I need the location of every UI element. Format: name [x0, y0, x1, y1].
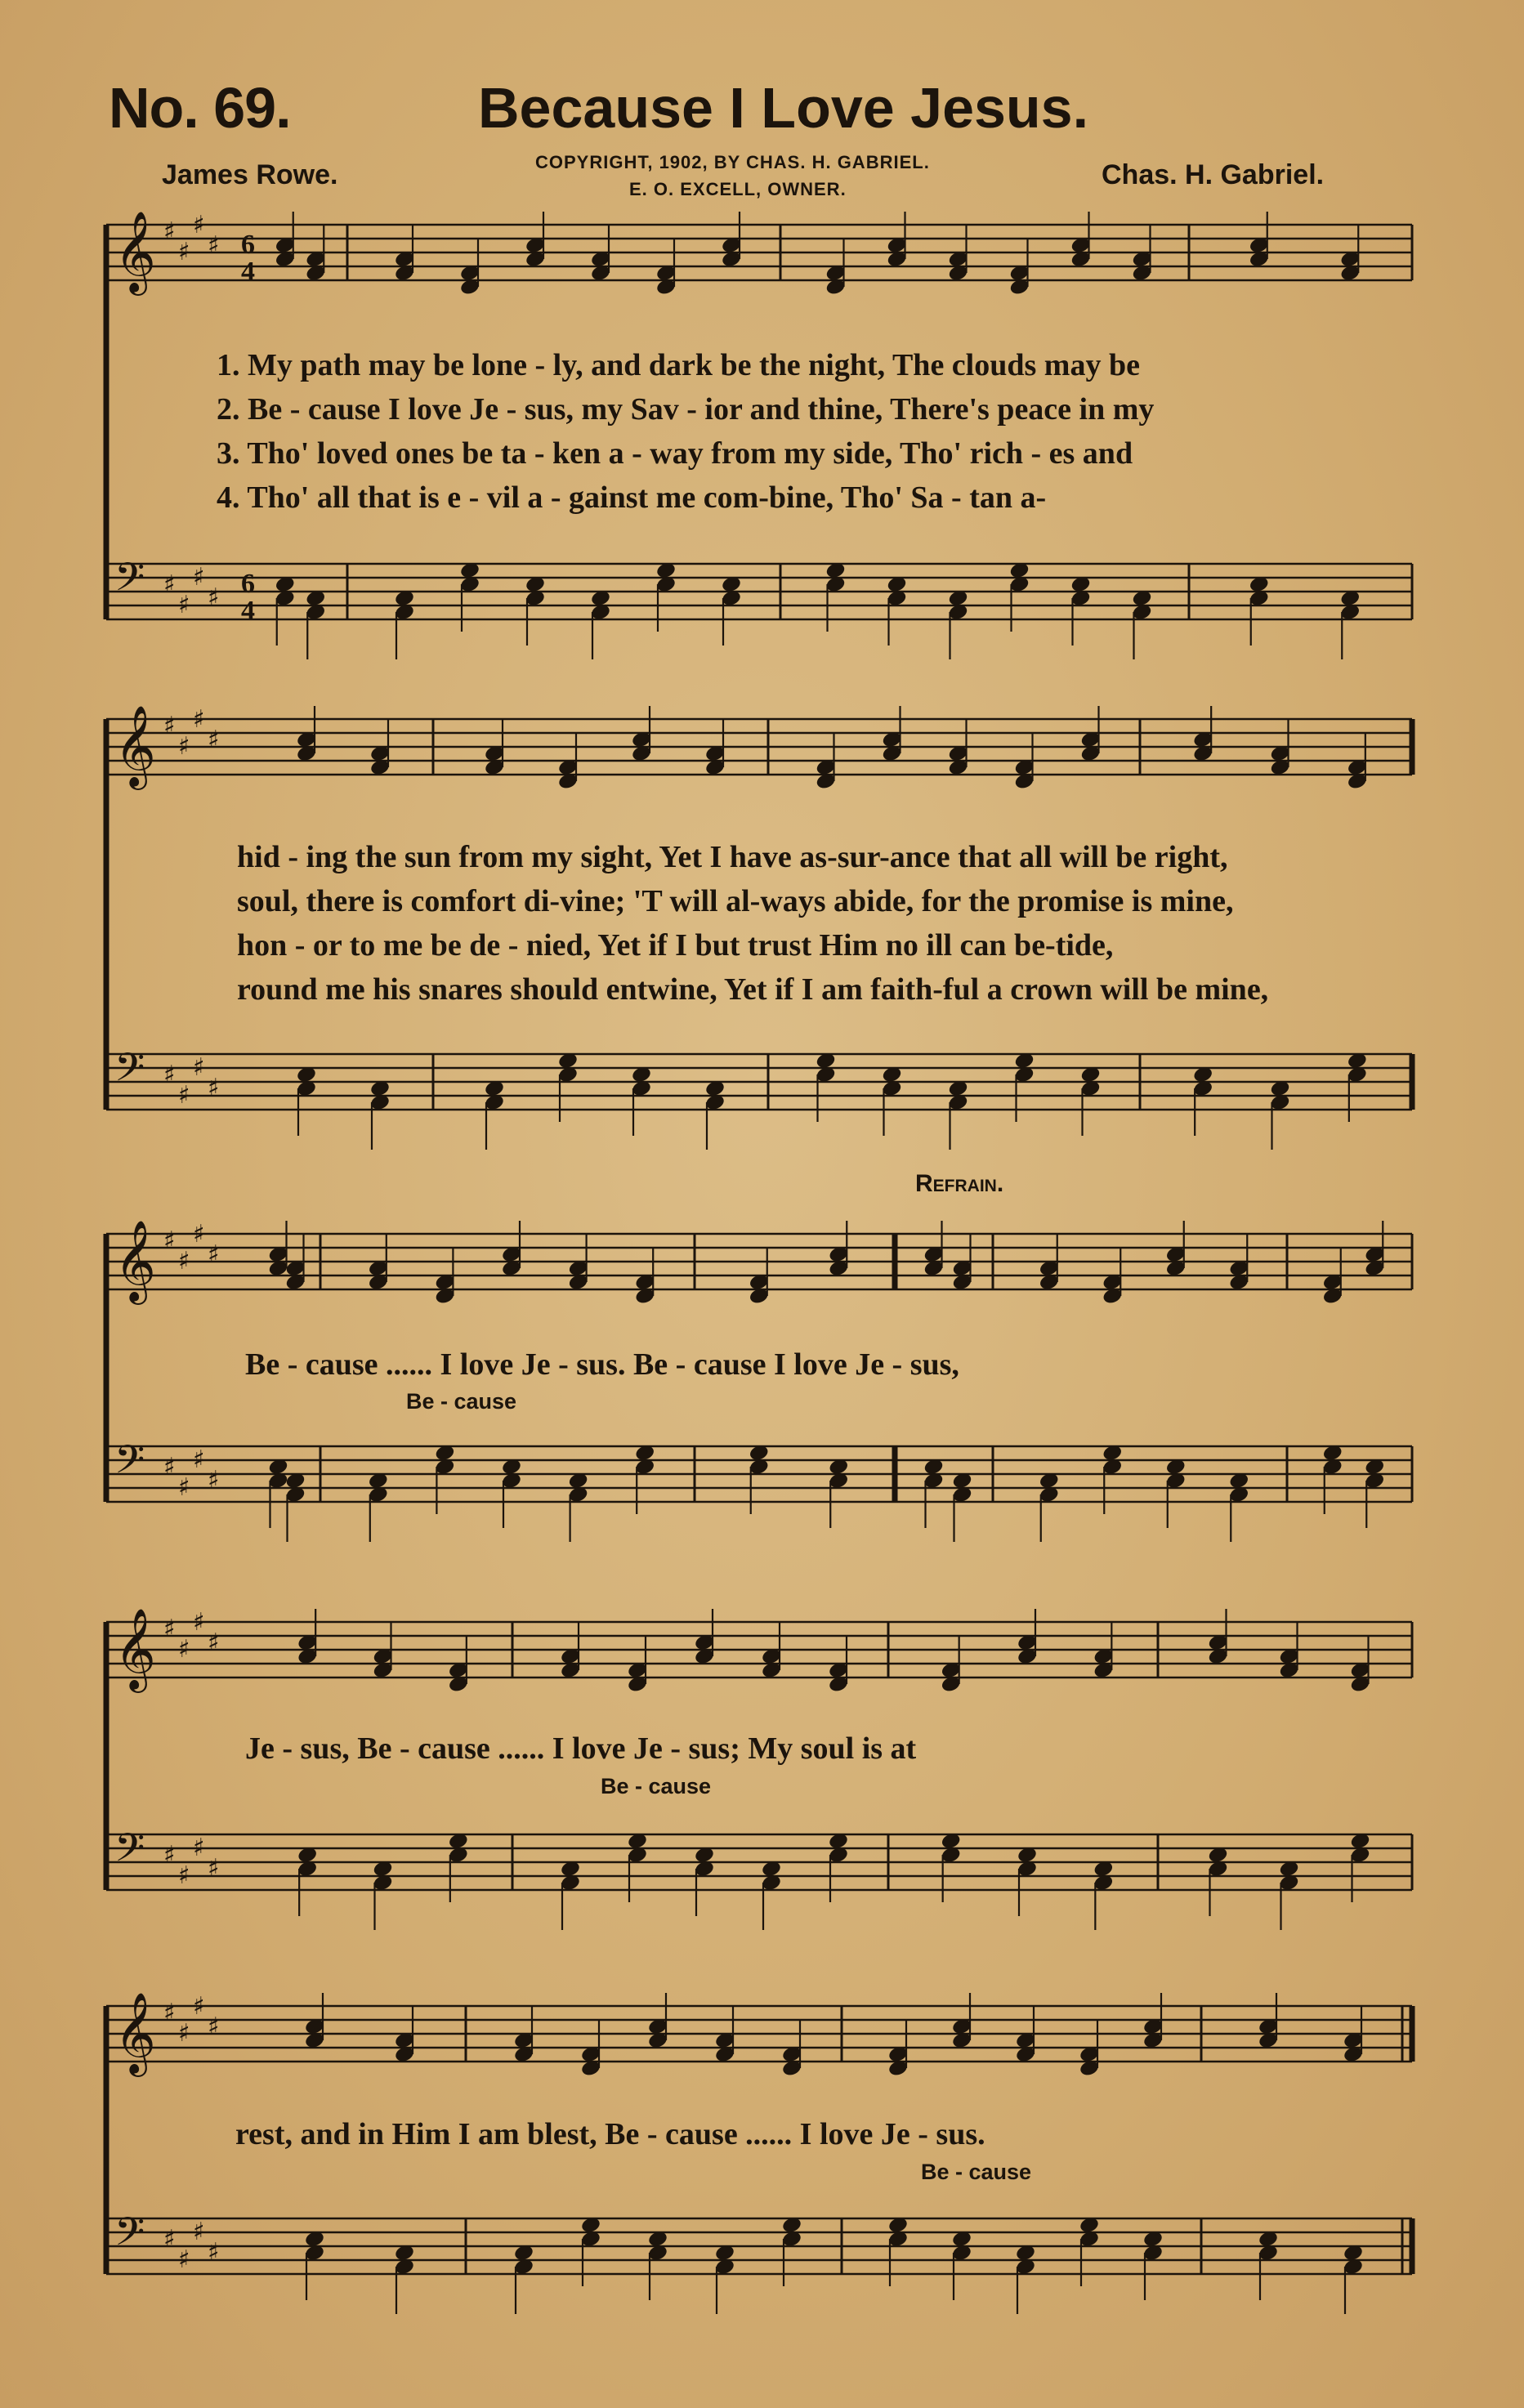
sharp-icon: ♯ [163, 1061, 176, 1089]
sharp-icon: ♯ [163, 1226, 176, 1255]
bass-clef-icon: 𝄢 [114, 554, 145, 610]
sharp-icon: ♯ [178, 1081, 190, 1110]
treble-clef-icon: 𝄞 [114, 1220, 156, 1302]
sharp-icon: ♯ [163, 570, 176, 599]
verse-1-line-1: 1. My path may be lone - ly, and dark be the night, The clouds may be [217, 348, 1140, 382]
copyright-line: COPYRIGHT, 1902, BY CHAS. H. GABRIEL. [535, 152, 930, 172]
sharp-icon: ♯ [163, 1999, 176, 2027]
sharp-icon: ♯ [178, 1635, 190, 1664]
bass-clef-icon: 𝄢 [114, 1436, 145, 1492]
treble-clef-icon: 𝄞 [114, 1992, 156, 2074]
copyright-owner: E. O. EXCELL, OWNER. [629, 179, 847, 199]
sharp-icon: ♯ [178, 238, 190, 266]
verse-2-line-1: 2. Be - cause I love Je - sus, my Sav - ior and thine, There's peace in my [217, 392, 1155, 427]
sharp-icon: ♯ [178, 591, 190, 619]
sharp-icon: ♯ [163, 1841, 176, 1870]
hymn-title: Because I Love Jesus. [478, 76, 1089, 140]
sharp-icon: ♯ [208, 1854, 220, 1883]
verse-1-line-2: hid - ing the sun from my sight, Yet I have as-sur-ance that all will be right, [237, 840, 1228, 874]
sharp-icon: ♯ [178, 1247, 190, 1275]
time-signature-top: 6 [241, 569, 255, 599]
refrain-line-3: rest, and in Him I am blest, Be - cause ...... I love Je - sus. [235, 2117, 985, 2151]
sharp-icon: ♯ [208, 1628, 220, 1657]
sharp-icon: ♯ [208, 2238, 220, 2267]
time-signature-bottom: 4 [241, 257, 255, 287]
sharp-icon: ♯ [208, 583, 220, 612]
refrain-label: Refrain. [915, 1170, 1004, 1197]
bass-clef-icon: 𝄢 [114, 1044, 145, 1100]
author-credit: James Rowe. [162, 159, 338, 190]
sharp-icon: ♯ [193, 1834, 205, 1862]
sharp-icon: ♯ [208, 1074, 220, 1102]
sharp-icon: ♯ [193, 211, 205, 239]
bass-clef-icon: 𝄢 [114, 1825, 145, 1880]
sharp-icon: ♯ [193, 1608, 205, 1637]
sharp-icon: ♯ [163, 217, 176, 246]
sharp-icon: ♯ [193, 563, 205, 592]
treble-clef-icon: 𝄞 [114, 211, 156, 293]
sharp-icon: ♯ [163, 2225, 176, 2254]
verse-4-line-1: 4. Tho' all that is e - vil a - gainst me com-bine, Tho' Sa - tan a- [217, 480, 1047, 515]
sharp-icon: ♯ [193, 2218, 205, 2246]
verse-4-line-2: round me his snares should entwine, Yet if I am faith-ful a crown will be mine, [237, 972, 1269, 1007]
sharp-icon: ♯ [193, 1053, 205, 1082]
sharp-icon: ♯ [193, 1992, 205, 2021]
refrain-line-1: Be - cause ...... I love Je - sus. Be - cause I love Je - sus, [245, 1347, 959, 1382]
bass-clef-icon: 𝄢 [114, 2209, 145, 2264]
hymn-number: No. 69. [109, 76, 291, 140]
sharp-icon: ♯ [208, 231, 220, 260]
sharp-icon: ♯ [163, 712, 176, 740]
sharp-icon: ♯ [208, 2013, 220, 2041]
sharp-icon: ♯ [208, 1240, 220, 1269]
refrain-bass-cue-3: Be - cause [921, 2160, 1032, 2184]
treble-clef-icon: 𝄞 [114, 1608, 156, 1690]
verse-3-line-1: 3. Tho' loved ones be ta - ken a - way from my side, Tho' rich - es and [217, 436, 1133, 471]
sharp-icon: ♯ [193, 705, 205, 734]
composer-credit: Chas. H. Gabriel. [1102, 159, 1325, 190]
refrain-line-2: Je - sus, Be - cause ...... I love Je - sus; My soul is at [245, 1731, 917, 1766]
sharp-icon: ♯ [178, 1473, 190, 1502]
sharp-icon: ♯ [178, 732, 190, 761]
sharp-icon: ♯ [178, 1861, 190, 1890]
verse-2-line-2: soul, there is comfort di-vine; 'T will al-ways abide, for the promise is mine, [237, 884, 1234, 918]
refrain-bass-cue-1: Be - cause [406, 1389, 517, 1414]
sharp-icon: ♯ [178, 2245, 190, 2274]
verse-3-line-2: hon - or to me be de - nied, Yet if I but trust Him no ill can be-tide, [237, 928, 1114, 963]
treble-clef-icon: 𝄞 [114, 705, 156, 787]
refrain-bass-cue-2: Be - cause [601, 1774, 712, 1798]
sharp-icon: ♯ [193, 1220, 205, 1249]
sharp-icon: ♯ [193, 1445, 205, 1474]
time-signature-top: 6 [241, 230, 255, 260]
sharp-icon: ♯ [163, 1615, 176, 1643]
sharp-icon: ♯ [163, 1453, 176, 1481]
sharp-icon: ♯ [178, 2019, 190, 2048]
sharp-icon: ♯ [208, 726, 220, 754]
time-signature-bottom: 4 [241, 596, 255, 626]
sharp-icon: ♯ [208, 1466, 220, 1494]
